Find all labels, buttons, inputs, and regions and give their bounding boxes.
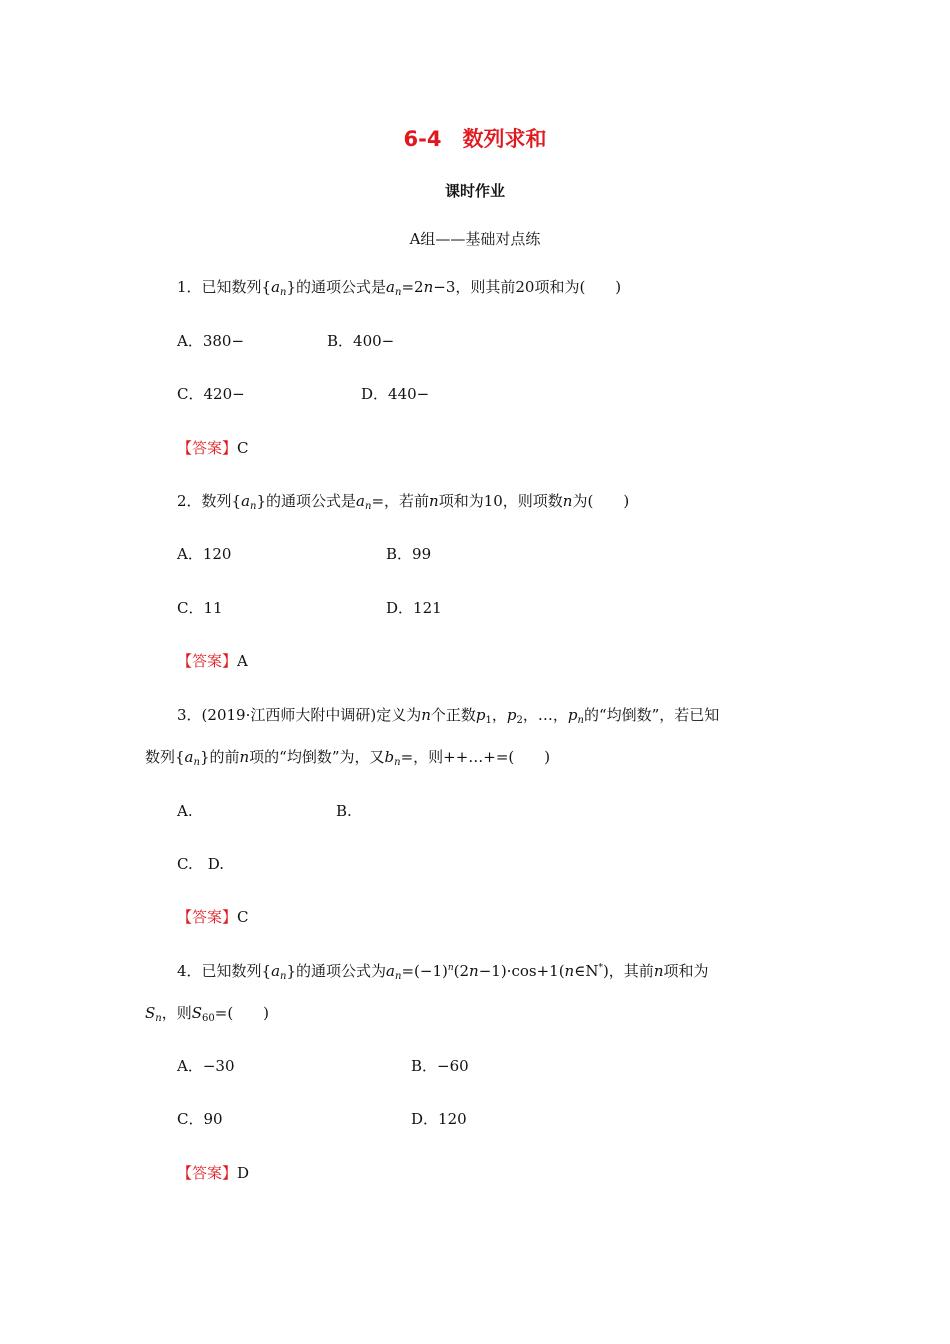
option-a: A．−30	[177, 1057, 235, 1075]
answer-3: 【答案】C	[177, 908, 249, 926]
option-d: D．121	[386, 599, 442, 617]
section-heading: A组——基础对点练	[409, 230, 541, 248]
option-a: A.	[177, 802, 193, 820]
question-3-line-1: 3．(2019·江西师大附中调研)定义为n个正数$p_1$，$p_2$，…，$p_n$的“均倒数”，若已知	[177, 706, 720, 726]
question-4-line-1: 4．已知数列$\{a_n\}$的通项公式为$a_n=(-1)^n(2n-1)\cdot\cos+1(n\in N^*)$，其前n项和为	[177, 962, 709, 982]
answer-4: 【答案】D	[177, 1164, 250, 1182]
question-4-line-2: $S_n$，则$S_{60}=$( )	[145, 1004, 270, 1024]
option-b: B.	[336, 802, 352, 820]
option-b: B．400−	[327, 332, 395, 350]
option-c-d: C. D.	[177, 855, 224, 873]
option-d: D．440−	[361, 385, 430, 403]
page-title: 6-4 数列求和	[403, 127, 547, 151]
option-b: B．99	[386, 545, 432, 563]
question-2: 2．数列$\{a_n\}$的通项公式是$a_n=$，若前n项和为10，则项数n为( )	[177, 492, 630, 512]
option-a: A．120	[177, 545, 232, 563]
option-b: B．−60	[411, 1057, 469, 1075]
option-c: C．11	[177, 599, 223, 617]
option-d: D．120	[411, 1110, 467, 1128]
option-c: C．420−	[177, 385, 245, 403]
answer-1: 【答案】C	[177, 439, 249, 457]
question-3-line-2: 数列$\{a_n\}$的前n项的“均倒数”为，又$b_n=$，则++…+=( )	[145, 748, 551, 768]
option-c: C．90	[177, 1110, 223, 1128]
question-1: 1．已知数列$\{a_n\}$的通项公式是$a_n=2n-3$，则其前20项和为( )	[177, 278, 622, 298]
subtitle: 课时作业	[444, 182, 505, 200]
option-a: A．380−	[177, 332, 245, 350]
answer-2: 【答案】A	[177, 652, 248, 670]
